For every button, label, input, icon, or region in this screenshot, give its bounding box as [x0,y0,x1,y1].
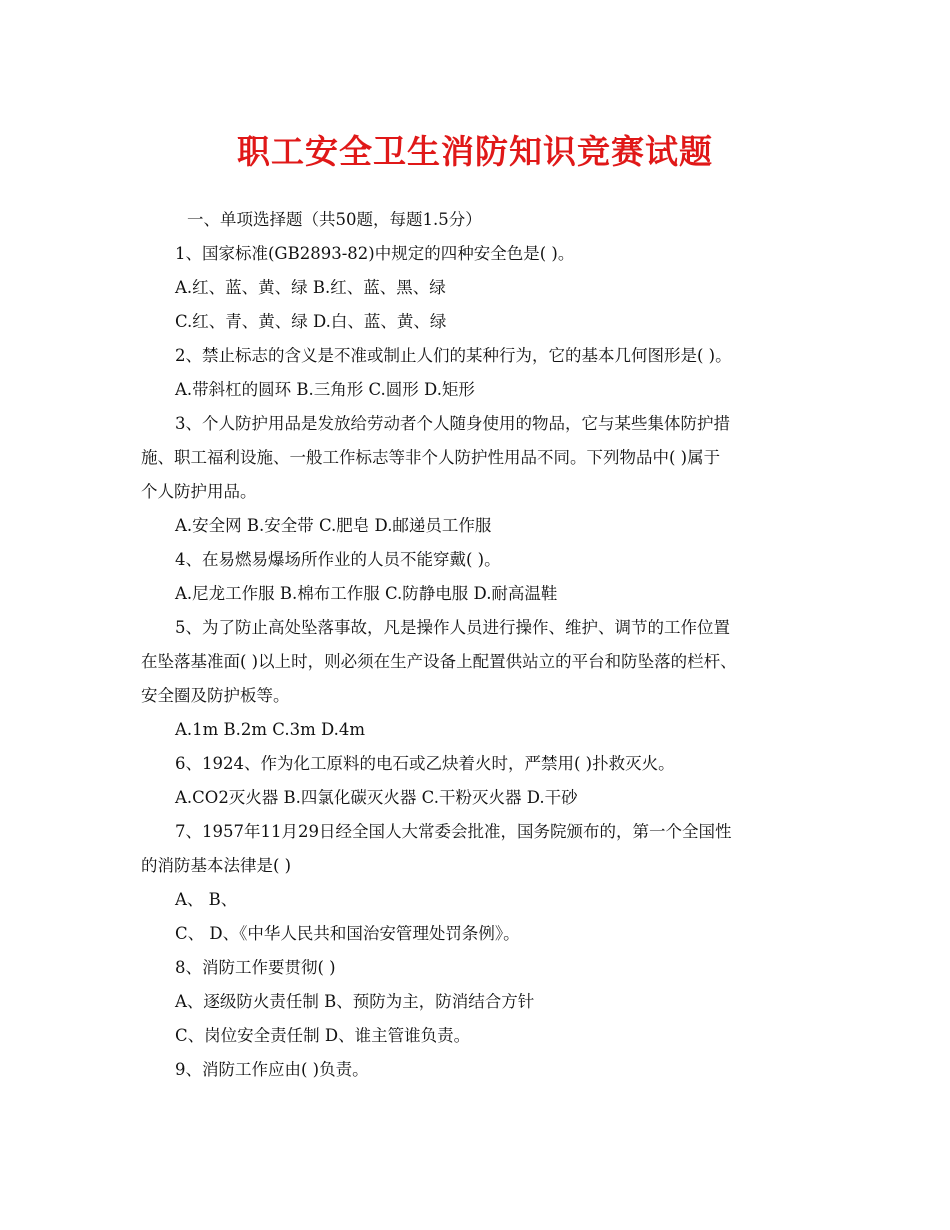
text-line: C.红、青、黄、绿 D.白、蓝、黄、绿 [175,312,447,331]
text-line: C、 D、《中华人民共和国治安管理处罚条例》。 [175,924,520,943]
text-line: 2、禁止标志的含义是不准或制止人们的某种行为，它的基本几何图形是( )。 [175,346,732,365]
document-body [141,203,831,1087]
text-line: 在坠落基准面( )以上时，则必须在生产设备上配置供站立的平台和防坠落的栏杆、 [141,652,737,671]
text-line: 一、单项选择题（共50题，每题1.5分） [187,210,482,229]
text-line: A.CO2灭火器 B.四氯化碳灭火器 C.干粉灭火器 D.干砂 [175,788,578,807]
text-line: 8、消防工作要贯彻( ) [175,958,336,977]
text-line: 3、个人防护用品是发放给劳动者个人随身使用的物品，它与某些集体防护措 [175,414,730,433]
text-line: 5、为了防止高处坠落事故，凡是操作人员进行操作、维护、调节的工作位置 [175,618,730,637]
text-line: 6、1924、作为化工原料的电石或乙炔着火时，严禁用( )扑救灭火。 [175,754,675,773]
text-line: 个人防护用品。 [141,482,257,501]
text-line: 的消防基本法律是( ) [141,856,292,875]
text-line: A.安全网 B.安全带 C.肥皂 D.邮递员工作服 [175,516,492,535]
text-line: A.红、蓝、黄、绿 B.红、蓝、黑、绿 [175,278,446,297]
text-line: 4、在易燃易爆场所作业的人员不能穿戴( )。 [175,550,501,569]
text-line: 7、1957年11月29日经全国人大常委会批准，国务院颁布的，第一个全国性 [175,822,732,841]
page-title: 职工安全卫生消防知识竞赛试题 [237,132,713,171]
text-line: A.尼龙工作服 B.棉布工作服 C.防静电服 D.耐高温鞋 [175,584,558,603]
text-line: C、岗位安全责任制 D、谁主管谁负责。 [175,1026,471,1045]
text-line: A、 B、 [175,890,238,909]
text-line: 安全圈及防护板等。 [141,686,290,705]
text-line: 施、职工福利设施、一般工作标志等非个人防护性用品不同。下列物品中( )属于 [141,448,721,467]
text-line: 1、国家标准(GB2893-82)中规定的四种安全色是( )。 [175,244,575,263]
text-line: 9、消防工作应由( )负责。 [175,1060,369,1079]
text-line: A.带斜杠的圆环 B.三角形 C.圆形 D.矩形 [175,380,475,399]
text-line: A、逐级防火责任制 B、预防为主，防消结合方针 [175,992,535,1011]
text-line: A.1m B.2m C.3m D.4m [175,720,366,739]
